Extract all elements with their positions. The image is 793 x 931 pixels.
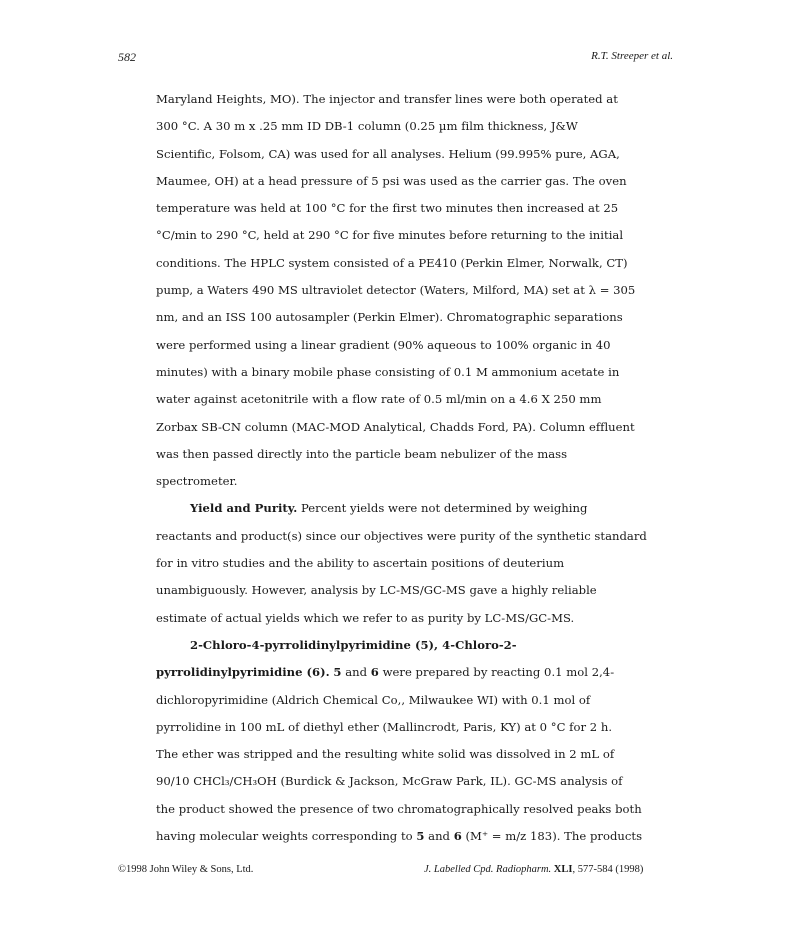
yield-paragraph-first-line [156, 495, 630, 522]
text-line: °C/min to 290 °C, held at 290 °C for five minutes before returning to the initial [156, 228, 624, 243]
copyright-notice: ©1998 John Wiley & Sons, Ltd. [118, 864, 254, 875]
text-line: was then passed directly into the particle beam nebulizer of the mass [156, 446, 568, 461]
text-line: conditions. The HPLC system consisted of a PE410 (Perkin Elmer, Norwalk, CT) [156, 255, 628, 270]
compound-heading-cont: pyrrolidinylpyrimidine (6). [156, 665, 330, 680]
text-line: Maryland Heights, MO). The injector and transfer lines were both operated at [156, 92, 618, 106]
text-line: for in vitro studies and the ability to ascertain positions of deuterium [156, 556, 565, 571]
text-line: Zorbax SB-CN column (MAC-MOD Analytical, Chadds Ford, PA). Column effluent [156, 419, 635, 434]
compound-number: 5 [416, 829, 425, 844]
text-line: The ether was stripped and the resulting white solid was dissolved in 2 mL of [156, 747, 615, 762]
text-line: water against acetonitrile with a flow rate of 0.5 ml/min on a 4.6 X 250 mm [156, 392, 602, 407]
compound-number: 5 [333, 665, 342, 680]
page-number: 582 [118, 50, 136, 64]
text-line: spectrometer. [156, 474, 238, 489]
compound-number: 6 [370, 665, 379, 680]
text-line: were performed using a linear gradient (90% aqueous to 100% organic in 40 [156, 337, 611, 352]
text-fragment: having molecular weights corresponding to [156, 829, 417, 844]
compound-number: 6 [453, 829, 462, 844]
journal-citation [424, 864, 643, 875]
text-line: Scientific, Folsom, CA) was used for all analyses. Helium (99.995% pure, AGA, [156, 146, 620, 161]
yield-heading: Yield and Purity. [190, 501, 298, 516]
text-fragment: and [341, 665, 371, 680]
text-line: minutes) with a binary mobile phase consisting of 0.1 M ammonium acetate in [156, 364, 620, 379]
text-line: pump, a Waters 490 MS ultraviolet detector (Waters, Milford, MA) set at λ = 305 [156, 283, 636, 298]
text-line: pyrrolidine in 100 mL of diethyl ether (Mallincrodt, Paris, KY) at 0 °C for 2 h. [156, 719, 613, 734]
compound-paragraph-first-line [156, 659, 630, 686]
text-fragment: Percent yields were not determined by weighing [297, 501, 588, 516]
text-line: unambiguously. However, analysis by LC-MS/GC-MS gave a highly reliable [156, 583, 597, 598]
text-line: nm, and an ISS 100 autosampler (Perkin Elmer). Chromatographic separations [156, 310, 623, 325]
text-fragment: were prepared by reacting 0.1 mol 2,4- [378, 665, 615, 680]
journal-name: J. Labelled Cpd. Radiopharm. [424, 864, 552, 875]
text-line [156, 823, 643, 850]
journal-volume: XLI [553, 864, 573, 875]
running-head: R.T. Streeper et al. [591, 50, 673, 62]
text-line: estimate of actual yields which we refer to as purity by LC-MS/GC-MS. [156, 610, 575, 625]
text-line: reactants and product(s) since our objectives were purity of the synthetic standard [156, 528, 647, 543]
compound-heading: 2-Chloro-4-pyrrolidinylpyrimidine (5), 4-Chloro-2- [190, 637, 517, 652]
text-line: dichloropyrimidine (Aldrich Chemical Co,, Milwaukee WI) with 0.1 mol of [156, 692, 591, 707]
text-line: temperature was held at 100 °C for the first two minutes then increased at 25 [156, 201, 619, 216]
text-fragment: and [424, 829, 454, 844]
journal-pages: , 577-584 (1998) [572, 864, 644, 875]
text-line: 300 °C. A 30 m x .25 mm ID DB-1 column (0.25 µm film thickness, J&W [156, 119, 578, 134]
text-line: the product showed the presence of two chromatographically resolved peaks both [156, 801, 642, 816]
text-fragment: (M⁺ = m/z 183). The products [461, 829, 643, 844]
text-line: Maumee, OH) at a head pressure of 5 psi was used as the carrier gas. The oven [156, 173, 627, 188]
body-text [156, 86, 647, 850]
text-line: 90/10 CHCl₃/CH₃OH (Burdick & Jackson, McGraw Park, IL). GC-MS analysis of [156, 774, 623, 789]
